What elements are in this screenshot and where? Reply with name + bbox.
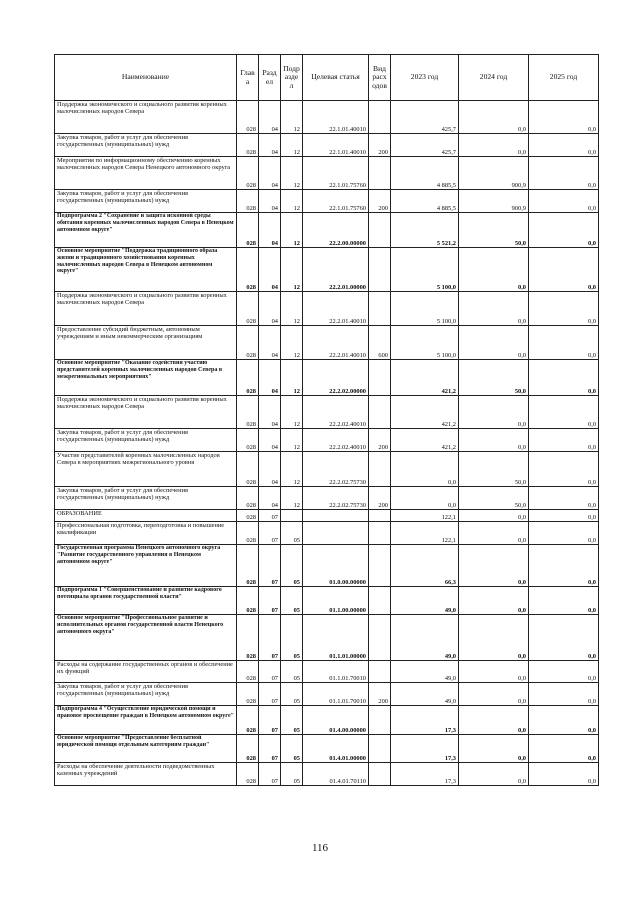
table-row [55,157,599,190]
cell-2025: 0,0 [529,452,599,487]
header-podrazdel: Подр азде л [281,55,303,101]
cell-2025: 0,0 [529,615,599,661]
cell-2024: 0,0 [459,683,529,706]
table-row [55,587,599,615]
cell-vid [369,292,391,326]
cell-glava: 028 [237,587,259,615]
cell-2024: 0,0 [459,545,529,587]
cell-2025: 0,0 [529,429,599,452]
cell-glava: 028 [237,487,259,510]
cell-podrazdel: 12 [281,101,303,134]
header-razdel: Разд ел [259,55,281,101]
cell-target: 01.1.00.00000 [303,587,369,615]
cell-2025: 0,0 [529,522,599,545]
cell-podrazdel: 05 [281,661,303,683]
cell-glava: 028 [237,735,259,763]
cell-name: Закупка товаров, работ и услуг для обеспечения государственных (муниципальных) нужд [55,487,237,510]
cell-vid [369,763,391,786]
header-2025: 2025 год [529,55,599,101]
cell-podrazdel: 12 [281,190,303,213]
cell-name: Поддержка экономического и социального развития коренных малочисленных народов Севера [55,101,237,134]
cell-2025: 0,0 [529,101,599,134]
cell-razdel: 04 [259,213,281,248]
table-row [55,522,599,545]
cell-name: Закупка товаров, работ и услуг для обеспечения государственных (муниципальных) нужд [55,134,237,157]
header-2023: 2023 год [391,55,459,101]
header-target: Целевая статья [303,55,369,101]
cell-2024: 0,0 [459,101,529,134]
cell-2025: 0,0 [529,735,599,763]
cell-razdel: 04 [259,292,281,326]
cell-2024: 900,9 [459,190,529,213]
table-row [55,487,599,510]
table-row [55,326,599,360]
cell-razdel: 04 [259,248,281,292]
cell-target: 22.2.02.00000 [303,360,369,396]
cell-2024: 0,0 [459,706,529,735]
cell-glava: 028 [237,429,259,452]
cell-target: 01.1.01.70010 [303,661,369,683]
cell-razdel: 04 [259,326,281,360]
cell-vid [369,545,391,587]
cell-glava: 028 [237,545,259,587]
cell-razdel: 07 [259,735,281,763]
cell-podrazdel: 05 [281,683,303,706]
cell-podrazdel: 12 [281,213,303,248]
cell-2023: 5 100,0 [391,248,459,292]
cell-name: Закупка товаров, работ и услуг для обеспечения государственных (муниципальных) нужд [55,429,237,452]
cell-target: 22.2.01.00000 [303,248,369,292]
cell-2023: 421,2 [391,429,459,452]
cell-vid [369,706,391,735]
cell-vid [369,615,391,661]
cell-glava: 028 [237,661,259,683]
cell-podrazdel: 05 [281,545,303,587]
cell-2025: 0,0 [529,706,599,735]
cell-2024: 0,0 [459,248,529,292]
cell-vid [369,396,391,429]
cell-name: Подпрограмма 4 "Осуществление юридической помощи и правовое просвещение граждан в Ненецком автономном округе" [55,706,237,735]
cell-2023: 122,1 [391,522,459,545]
cell-target: 22.2.01.40010 [303,326,369,360]
cell-name: Расходы на обеспечение деятельности подведомственных казенных учреждений [55,763,237,786]
cell-target: 22.1.01.40010 [303,101,369,134]
cell-target: 22.2.00.00000 [303,213,369,248]
cell-vid [369,587,391,615]
cell-name: Профессиональная подготовка, переподготовка и повышение квалификации [55,522,237,545]
cell-razdel: 07 [259,545,281,587]
cell-2024: 0,0 [459,615,529,661]
cell-2025: 0,0 [529,487,599,510]
cell-glava: 028 [237,292,259,326]
cell-podrazdel: 05 [281,763,303,786]
cell-target: 22.1.01.40010 [303,134,369,157]
cell-target: 22.1.01.75760 [303,157,369,190]
cell-target: 22.2.02.40010 [303,396,369,429]
cell-vid [369,101,391,134]
cell-2025: 0,0 [529,157,599,190]
cell-podrazdel: 05 [281,587,303,615]
cell-name: Основное мероприятие "Предоставление бесплатной юридической помощи отдельным категориям граждан" [55,735,237,763]
cell-target: 01.4.01.00000 [303,735,369,763]
cell-razdel: 04 [259,452,281,487]
cell-vid [369,735,391,763]
cell-name: Закупка товаров, работ и услуг для обеспечения государственных (муниципальных) нужд [55,190,237,213]
cell-vid [369,510,391,522]
cell-glava: 028 [237,190,259,213]
cell-2025: 0,0 [529,134,599,157]
cell-2023: 17,3 [391,735,459,763]
cell-vid: 600 [369,326,391,360]
cell-2023: 5 100,0 [391,292,459,326]
table-row [55,545,599,587]
cell-2025: 0,0 [529,292,599,326]
cell-podrazdel: 12 [281,292,303,326]
budget-table [54,54,599,786]
cell-podrazdel: 05 [281,706,303,735]
cell-razdel: 04 [259,487,281,510]
cell-vid [369,213,391,248]
cell-2023: 122,1 [391,510,459,522]
cell-name: Закупка товаров, работ и услуг для обеспечения государственных (муниципальных) нужд [55,683,237,706]
cell-target: 22.2.02.40010 [303,429,369,452]
table-row [55,396,599,429]
cell-target: 22.2.01.40010 [303,292,369,326]
cell-2023: 66,3 [391,545,459,587]
table-row [55,661,599,683]
cell-vid: 200 [369,683,391,706]
cell-name: Основное мероприятие "Оказание содействия участию представителей коренных малочисленных народов Севера в межрегиональных мероприятиях" [55,360,237,396]
cell-glava: 028 [237,683,259,706]
header-vid: Вид расх одов [369,55,391,101]
cell-target: 01.4.01.70110 [303,763,369,786]
table-row [55,360,599,396]
cell-razdel: 07 [259,587,281,615]
cell-2023: 421,2 [391,360,459,396]
cell-razdel: 04 [259,101,281,134]
cell-target: 01.4.00.00000 [303,706,369,735]
cell-2023: 49,0 [391,587,459,615]
table-body [55,101,599,786]
cell-2024: 0,0 [459,763,529,786]
cell-podrazdel: 05 [281,615,303,661]
cell-name: Предоставление субсидий бюджетным, автономным учреждениям и иным некоммерческим организациям [55,326,237,360]
cell-2025: 0,0 [529,396,599,429]
cell-2025: 0,0 [529,190,599,213]
cell-podrazdel: 12 [281,326,303,360]
cell-vid: 200 [369,487,391,510]
cell-razdel: 07 [259,763,281,786]
cell-2023: 49,0 [391,661,459,683]
cell-name: Основное мероприятие "Поддержка традиционного образа жизни и традиционного хозяйствования коренных малочисленных народов Севера в Ненецком автономном округе" [55,248,237,292]
cell-name: Государственная программа Ненецкого автономного округа "Развитие государственного управления в Ненецком автономном округе" [55,545,237,587]
cell-podrazdel: 05 [281,522,303,545]
cell-glava: 028 [237,706,259,735]
cell-target [303,522,369,545]
header-name: Наименование [55,55,237,101]
cell-2024: 0,0 [459,396,529,429]
cell-2023: 17,3 [391,763,459,786]
cell-name: Поддержка экономического и социального развития коренных малочисленных народов Севера [55,396,237,429]
cell-2024: 50,0 [459,213,529,248]
table-row [55,735,599,763]
cell-glava: 028 [237,157,259,190]
table-row [55,190,599,213]
cell-2024: 50,0 [459,452,529,487]
table-row [55,429,599,452]
cell-glava: 028 [237,248,259,292]
cell-2024: 0,0 [459,134,529,157]
cell-name: Расходы на содержание государственных органов и обеспечение их функций [55,661,237,683]
cell-2024: 0,0 [459,292,529,326]
cell-podrazdel: 12 [281,487,303,510]
cell-2025: 0,0 [529,326,599,360]
cell-2025: 0,0 [529,360,599,396]
cell-glava: 028 [237,213,259,248]
cell-podrazdel [281,510,303,522]
cell-glava: 028 [237,134,259,157]
cell-razdel: 07 [259,522,281,545]
cell-2025: 0,0 [529,213,599,248]
table-row [55,134,599,157]
cell-target: 22.2.02.75730 [303,487,369,510]
cell-vid [369,248,391,292]
cell-razdel: 07 [259,615,281,661]
cell-2025: 0,0 [529,248,599,292]
cell-podrazdel: 12 [281,429,303,452]
cell-target: 01.1.01.00000 [303,615,369,661]
cell-2023: 5 100,0 [391,326,459,360]
header-glava: Глав а [237,55,259,101]
cell-name: ОБРАЗОВАНИЕ [55,510,237,522]
cell-vid [369,157,391,190]
table-row [55,706,599,735]
cell-razdel: 04 [259,134,281,157]
cell-2024: 0,0 [459,661,529,683]
cell-vid [369,522,391,545]
cell-podrazdel: 12 [281,396,303,429]
cell-name: Участие представителей коренных малочисленных народов Севера в мероприятиях межрегионального уровня [55,452,237,487]
cell-razdel: 04 [259,157,281,190]
cell-vid [369,452,391,487]
cell-podrazdel: 05 [281,735,303,763]
cell-razdel: 07 [259,661,281,683]
page-number: 116 [311,842,329,854]
cell-vid: 200 [369,134,391,157]
cell-2024: 0,0 [459,510,529,522]
cell-2023: 0,0 [391,452,459,487]
cell-name: Подпрограмма 1 "Совершенствование и развитие кадрового потенциала органов государственной власти" [55,587,237,615]
cell-2023: 17,3 [391,706,459,735]
cell-podrazdel: 12 [281,452,303,487]
cell-glava: 028 [237,360,259,396]
cell-razdel: 04 [259,190,281,213]
cell-2023: 421,2 [391,396,459,429]
cell-2024: 0,0 [459,429,529,452]
cell-podrazdel: 12 [281,248,303,292]
cell-2025: 0,0 [529,510,599,522]
table-header-row [55,55,599,101]
cell-razdel: 04 [259,360,281,396]
cell-2023: 4 885,5 [391,157,459,190]
table-row [55,292,599,326]
table-row [55,101,599,134]
cell-2025: 0,0 [529,545,599,587]
cell-razdel: 04 [259,429,281,452]
cell-glava: 028 [237,396,259,429]
cell-target [303,510,369,522]
cell-2023: 4 885,5 [391,190,459,213]
cell-2023: 425,7 [391,134,459,157]
cell-target: 22.2.02.75730 [303,452,369,487]
cell-2023: 425,7 [391,101,459,134]
cell-2024: 0,0 [459,522,529,545]
cell-vid: 200 [369,190,391,213]
table-row [55,683,599,706]
cell-podrazdel: 12 [281,360,303,396]
cell-glava: 028 [237,101,259,134]
budget-table-page [54,54,598,786]
cell-glava: 028 [237,615,259,661]
cell-2024: 0,0 [459,735,529,763]
cell-name: Основное мероприятие "Профессиональное развитие и исполнительных органов государственной власти Ненецкого автономного округа" [55,615,237,661]
table-row [55,452,599,487]
cell-glava: 028 [237,452,259,487]
cell-2024: 50,0 [459,360,529,396]
cell-2025: 0,0 [529,587,599,615]
cell-2023: 5 521,2 [391,213,459,248]
cell-vid: 200 [369,429,391,452]
cell-glava: 028 [237,522,259,545]
cell-target: 22.1.01.75760 [303,190,369,213]
cell-podrazdel: 12 [281,134,303,157]
cell-vid [369,360,391,396]
header-2024: 2024 год [459,55,529,101]
cell-razdel: 04 [259,396,281,429]
cell-name: Подпрограмма 2 "Сохранение и защита исконной среды обитания коренных малочисленных народов Севера в Ненецком автономном округе" [55,213,237,248]
cell-2023: 49,0 [391,615,459,661]
table-row [55,213,599,248]
cell-2023: 0,0 [391,487,459,510]
table-row [55,615,599,661]
cell-podrazdel: 12 [281,157,303,190]
cell-2024: 50,0 [459,487,529,510]
cell-razdel: 07 [259,683,281,706]
cell-razdel: 07 [259,706,281,735]
cell-2024: 900,9 [459,157,529,190]
cell-target: 01.1.01.70010 [303,683,369,706]
cell-vid [369,661,391,683]
cell-2025: 0,0 [529,683,599,706]
cell-razdel: 07 [259,510,281,522]
table-row [55,763,599,786]
cell-name: Поддержка экономического и социального развития коренных малочисленных народов Севера [55,292,237,326]
cell-2025: 0,0 [529,763,599,786]
cell-glava: 028 [237,763,259,786]
cell-glava: 028 [237,326,259,360]
cell-target: 01.0.00.00000 [303,545,369,587]
cell-glava: 028 [237,510,259,522]
cell-name: Мероприятия по информационному обеспечению коренных малочисленных народов Севера Ненецкого автономного округа [55,157,237,190]
cell-2024: 0,0 [459,326,529,360]
cell-2025: 0,0 [529,661,599,683]
table-row [55,248,599,292]
cell-2024: 0,0 [459,587,529,615]
table-row [55,510,599,522]
cell-2023: 49,0 [391,683,459,706]
